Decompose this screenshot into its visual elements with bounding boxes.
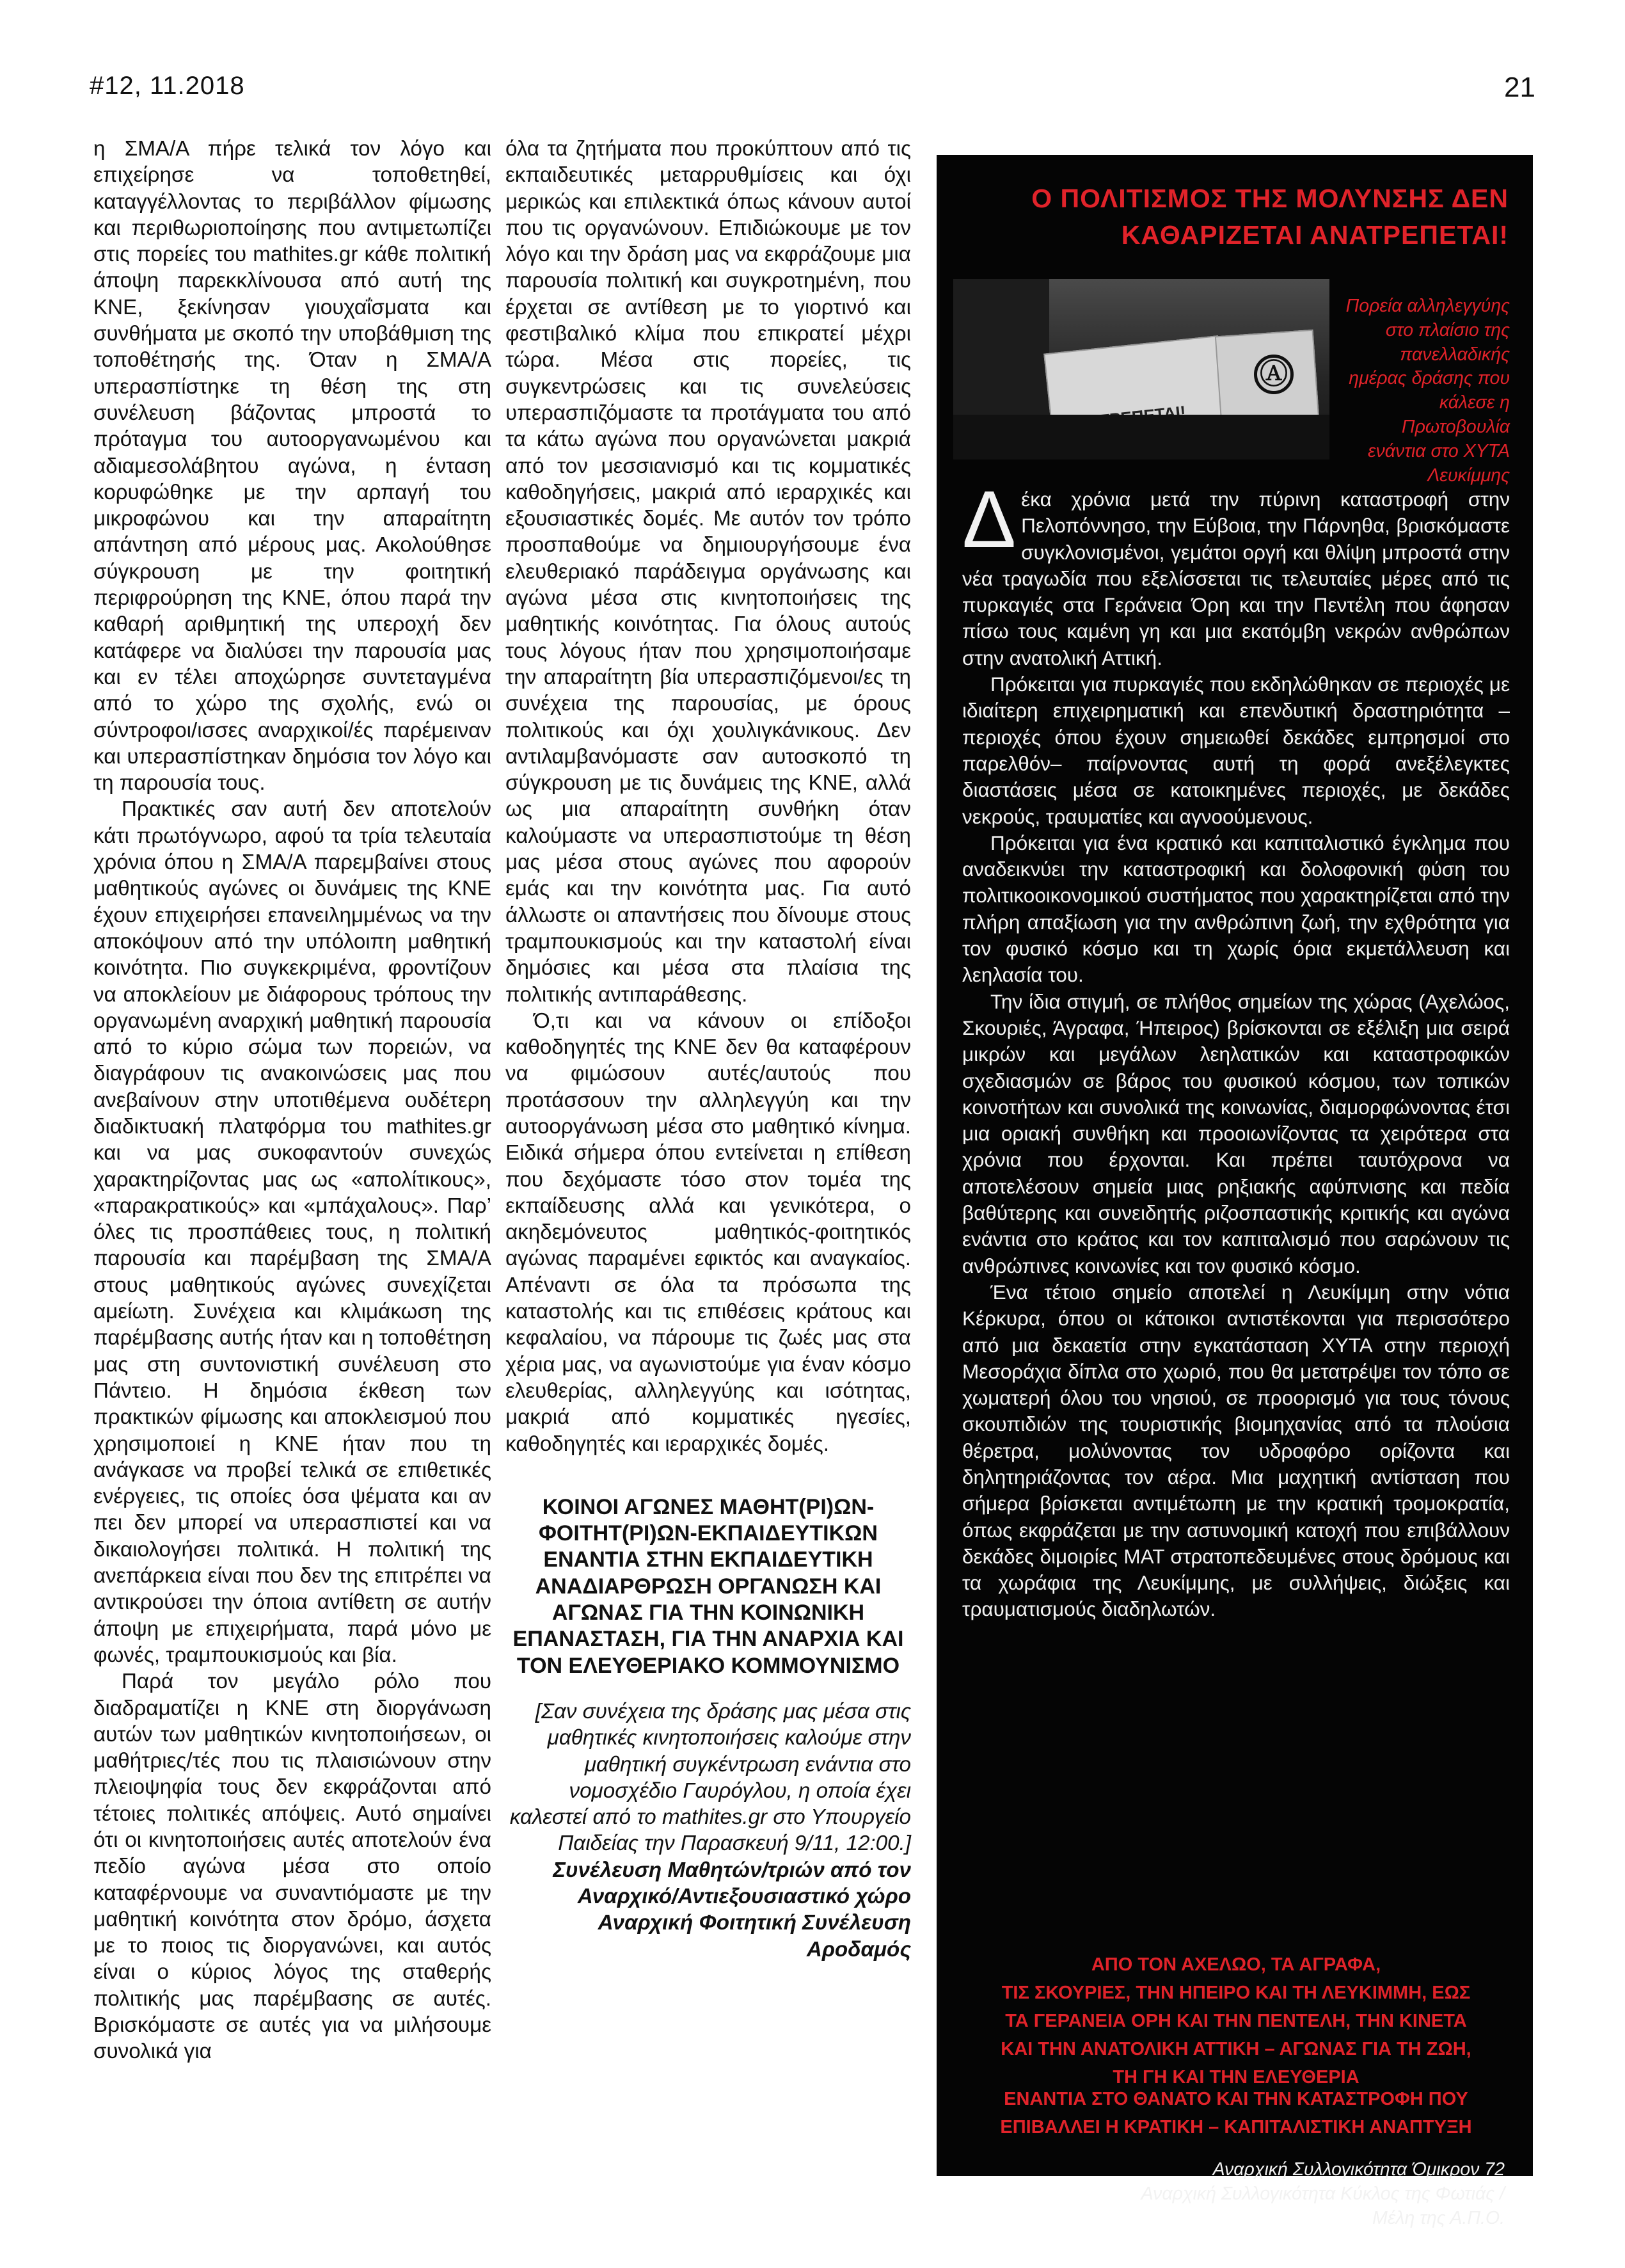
signature-line: Αναρχική Συλλογικότητα Όμικρον 72 <box>1212 2159 1505 2180</box>
article-slogan-headline: ΚΟΙΝΟΙ ΑΓΩΝΕΣ ΜΑΘΗΤ(ΡΙ)ΩΝ-ΦΟΙΤΗΤ(ΡΙ)ΩΝ-ΕΚΠΑΙΔΕΥΤΙΚΩΝ ΕΝΑΝΤΙΑ ΣΤΗΝ ΕΚΠΑΙΔΕΥΤΙΚΗ ΑΝΑΔΙΑΡΘΡΩΣΗ ΟΡΓΑΝΩΣΗ ΚΑΙ ΑΓΩΝΑΣ ΓΙΑ ΤΗΝ ΚΟΙΝΩΝΙΚΗ ΕΠΑΝΑΣΤΑΣΗ, ΓΙΑ ΤΗΝ ΑΝΑΡΧΙΑ ΚΑΙ ΤΟΝ ΕΛΕΥΘΕΡΙΑΚΟ ΚΟΜΜΟΥΝΙΣΜΟ <box>512 1494 904 1678</box>
paragraph: Την ίδια στιγμή, σε πλήθος σημείων της χώρας (Αχελώος, Σκουριές, Άγραφα, Ήπειρος) βρίσκονται σε εξέλιξη μια σειρά μικρών και μεγάλων λεηλατικών και καταστροφικών σχεδιασμών σε βάρος του φυσικού κόσμου, των τοπικών κοινοτήτων και συνολικά της κοινωνίας, διαμορφώνοντας έτσι μια οριακή συνθήκη και προοιωνίζοντας τα χειρότερα στα χρόνια που έρχονται. Και πρέπει ταυτόχρονα να αποτελέσουν σημεία μιας ρηξιακής αφύπνισης και πεδία βαθύτερης και συνειδητής ριζοσπαστικής κριτικής και αγώνα ενάντια στο κράτος και τον καπιταλισμό που σαρώνουν τις ανθρώπινες κοινωνίες και τον φυσικό κόσμο. <box>962 989 1510 1277</box>
sidebar-body <box>962 474 1510 1623</box>
slogan-line: ΤΙΣ ΣΚΟΥΡΙΕΣ, ΤΗΝ ΗΠΕΙΡΟ ΚΑΙ ΤΗ ΛΕΥΚΙΜΜΗ, ΕΩΣ <box>1001 1983 1471 2003</box>
paragraph: Πρόκειται για ένα κρατικό και καπιταλιστικό έγκλημα που αναδεικνύει την καταστροφική και δολοφονική φύση του πολιτικοοικονομικού συστήματος που χαρακτηρίζεται από την πλήρη απαξίωση για την ανθρώπινη ζωή, την εχθρότητα για τον φυσικό κόσμο και τη χωρίς όρια εκμετάλλευση και λεηλασία του. <box>962 831 1510 987</box>
paragraph: όλα τα ζητήματα που προκύπτουν από τις εκπαιδευτικές μεταρρυθμίσεις και όχι μερικώς και επιλεκτικά όπως κάνουν αυτοί που τις οργανώνουν. Επιδιώκουμε με τον λόγο και την δράση μας να εκφράζουμε μια παρουσία πολιτική και συγκροτημένη, που έρχεται σε αντίθεση με το γιορτινό και φεστιβαλικό κλίμα που επικρατεί μέχρι τώρα. Μέσα στις πορείες, τις συγκεντρώσεις και τις συνελεύσεις υπερασπιζόμαστε τα προτάγματα του από τα κάτω αγώνα που οργανώνεται μακριά από τον μεσσιανισμό και τις κομματικές καθοδηγήσεις, μακριά από ιεραρχικές και εξουσιαστικές δομές. Με αυτόν τον τρόπο προσπαθούμε να δημιουργήσουμε ένα ελευθεριακό παράδειγμα οργάνωσης και αγώνα μέσα στις κινητοποιήσεις της μαθητικής κοινότητας. Για όλους αυτούς τους λόγους ήταν που χρησιμοποιήσαμε την απαραίτητη βία υπερασπιζόμενοι/ες τη συνέχεια της παρουσίας, με όρους πολιτικούς και όχι χουλιγκάνικους. Δεν αντιλαμβανόμαστε σαν αυτοσκοπό τη σύγκρουση με τις δυνάμεις της ΚΝΕ, αλλά ως μια απαραίτητη συνθήκη όταν καλούμαστε να υπερασπιστούμε τη θέση μας μέσα στους αγώνες που αφορούν εμάς και την κοινότητα μας. Για αυτό άλλωστε οι απαντήσεις που δίνουμε στους τραμπουκισμούς και την καταστολή είναι δημόσιες και μέσα στα πλαίσια της πολιτικής αντιπαράθεσης. <box>505 137 911 1007</box>
sidebar-box <box>937 155 1533 2228</box>
sidebar-title: Ο ΠΟΛΙΤΙΣΜΟΣ ΤΗΣ ΜΟΛΥΝΣΗΣ ΔΕΝ ΚΑΘΑΡΙΖΕΤΑΙ ΑΝΑΤΡΕΠΕΤΑΙ! <box>1031 184 1509 250</box>
paragraph: Παρά τον μεγάλο ρόλο που διαδραματίζει η ΚΝΕ στη διοργάνωση αυτών των μαθητικών κινητοποιήσεων, οι μαθήτριες/τές που τις πλαισιώνουν στην πλειοψηφία τους δεν εκφράζονται από τέτοιες πολιτικές απόψεις. Αυτό σημαίνει ότι οι κινητοποιήσεις αυτές αποτελούν ένα πεδίο αγώνα μέσα στο οποίο καταφέρνουμε να συναντιόμαστε με την μαθητική κοινότητα στον δρόμο, άσχετα με το ποιος τις διοργανώνει, και αυτός είναι ο κύριος λόγος της σταθερής πολιτικής μας παρέμβασης σε αυτές. Βρισκόμαστε σε αυτές για να μιλήσουμε συνολικά για <box>93 1670 491 2064</box>
paragraph <box>962 474 1510 671</box>
paragraph: Πρακτικές σαν αυτή δεν αποτελούν κάτι πρωτόγνωρο, αφού τα τρία τελευταία χρόνια όπου η ΣΜΑ/Α παρεμβαίνει στους μαθητικούς αγώνες οι δυνάμεις της ΚΝΕ έχουν επιχειρήσει επανειλημμένως να την αποκόψουν από την υπόλοιπη μαθητική κοινότητα. Πιο συγκεκριμένα, φροντίζουν να αποκλείουν με διάφορους τρόπους την οργανωμένη αναρχική μαθητική παρουσία από το κύριο σώμα των πορειών, να διαγράφουν τις ανακοινώσεις μας που ανεβαίνουν στην υποτιθέμενα ουδέτερη διαδικτυακή πλατφόρμα του mathites.gr και να μας συκοφαντούν συνεχώς χαρακτηρίζοντας μας ως «απολίτικους», «παρακρατικούς» και «μπάχαλους». Παρ’ όλες τις προσπάθειες τους, η πολιτική παρουσία και παρέμβαση της ΣΜΑ/Α στους μαθητικούς αγώνες συνεχίζεται αμείωτη. Συνέχεια και κλιμάκωση της παρέμβασης αυτής ήταν και η τοποθέτηση μας στη συντονιστική συνέλευση στο Πάντειο. Η δημόσια έκθεση των πρακτικών φίμωσης και αποκλεισμού που χρησιμοποιεί η ΚΝΕ ήταν που τη ανάγκασε να προβεί τελικά σε επιθετικές ενέργειες, τις οποίες όσα ψέματα και αν πει δεν μπορεί να υπερασπιστεί και να δικαιολογήσει πολιτικά. Η πολιτική της ανεπάρκεια είναι που δεν της επιτρέπει να αντικρούσει την όποια αντίθετη σε αυτήν άποψη με επιχειρήματα, παρά μόνο με φωνές, τραμπουκισμούς και βία. <box>93 797 491 1667</box>
march-photo <box>953 279 1329 459</box>
article-signature: Συνέλευση Μαθητών/τριών από τον Αναρχικό/Αντιεξουσιαστικό χώρο Αναρχική Φοιτητική Συνέλευση Αροδαμός <box>553 1858 911 1961</box>
slogan-line: ΕΝΑΝΤΙΑ ΣΤΟ ΘΑΝΑΤΟ ΚΑΙ ΤΗΝ ΚΑΤΑΣΤΡΟΦΗ ΠΟΥ <box>1004 2089 1468 2109</box>
anarchy-symbol-icon: Ⓐ <box>1254 355 1294 394</box>
paragraph: Ένα τέτοιο σημείο αποτελεί η Λευκίμμη στην νότια Κέρκυρα, όπου οι κάτοικοι αντιστέκονται για περισσότερο από μια δεκαετία στην εγκατάσταση ΧΥΤΑ στην περιοχή Μεσοράχια δίπλα στο χωριό, που θα μετατρέψει τον τόπο σε χωματερή όλου του νησιού, σε προορισμό για τους τόνους σκουπιδιών της τουριστικής βιομηχανίας από τα πλούσια θέρετρα, μολύνοντας τον υδροφόρο ορίζοντα και δηλητηριάζοντας τον αέρα. Μια μαχητική αντίσταση που σήμερα βρίσκεται αντιμέτωπη με την κρατική τρομοκρατία, όπως εκφράζεται με την αστυνομική κατοχή που επιβάλλουν δεκάδες διμοιρίες ΜΑΤ στρατοπεδευμένες στους δρόμους και τα χωράφια της Λευκίμμης, με συλλήψεις, διώξεις και τραυματισμούς διαδηλωτών. <box>962 1280 1510 1621</box>
slogan-line: ΤΑ ΓΕΡΑΝΕΙΑ ΟΡΗ ΚΑΙ ΤΗΝ ΠΕΝΤΕΛΗ, ΤΗΝ ΚΙΝΕΤΑ <box>1005 2011 1467 2031</box>
paragraph-text: έκα χρόνια μετά την πύρινη καταστροφή στην Πελοπόννησο, την Εύβοια, την Πάρνηθα, βρισκόμαστε συγκλονισμένοι, γεμάτοι οργή και θλίψη μπροστά στην νέα τραγωδία που εξελίσσεται τις τελευταίες μέρες από τις πυρκαγιές στα Γεράνεια Όρη και την Πεντέλη που άφησαν πίσω τους καμένη γη και μια εκατόμβη νεκρών ανθρώπων στην ανατολική Αττική. <box>962 488 1510 669</box>
slogan-line: ΚΑΙ ΤΗΝ ΑΝΑΤΟΛΙΚΗ ΑΤΤΙΚΗ – ΑΓΩΝΑΣ ΓΙΑ ΤΗ ΖΩΗ, <box>1001 2039 1471 2059</box>
signature-line: Μέλη της Α.Π.Ο. <box>1372 2207 1505 2228</box>
call-to-action-note: [Σαν συνέχεια της δράσης μας μέσα στις μαθητικές κινητοποιήσεις καλούμε στην μαθητική συγκέντρωση ενάντια στο νομοσχέδιο Γαυρόγλου, η οποία έχει καλεστεί από το mathites.gr στο Υπουργείο Παιδείας την Παρασκευή 9/11, 12:00.] <box>509 1699 911 1856</box>
left-column <box>93 136 491 2065</box>
slogan-block <box>962 1951 1510 2091</box>
slogan-block <box>962 2085 1510 2141</box>
dropcap: Δ <box>962 474 1017 564</box>
issue-label: #12, 11.2018 <box>90 72 245 100</box>
slogan-line: ΑΠΟ ΤΟΝ ΑΧΕΛΩΟ, ΤΑ ΑΓΡΑΦΑ, <box>1091 1954 1381 1975</box>
sidebar-signatures <box>1044 2158 1505 2230</box>
signature-line: Αναρχική Συλλογικότητα Κύκλος της Φωτιάς / <box>1141 2183 1505 2204</box>
paragraph: Ό,τι και να κάνουν οι επίδοξοι καθοδηγητές της ΚΝΕ δεν θα καταφέρουν να φιμώσουν αυτές/αυτούς που προτάσσουν την αλληλεγγύη και την αυτοοργάνωση μέσα στο μαθητικό κίνημα. Ειδικά σήμερα όπου εντείνεται η επίθεση που δεχόμαστε τόσο στον τομέα της εκπαίδευσης αλλά και γενικότερα, ο ακηδεμόνευτος μαθητικός-φοιτητικός αγώνας παραμένει εφικτός και αναγκαίος. Απέναντι σε όλα τα πρόσωπα της καταστολής και τις επιθέσεις κράτους και κεφαλαίου, να πάρουμε τις ζωές μας στα χέρια μας, να αγωνιστούμε για έναν κόσμο ελευθερίας, αλληλεγγύης και ισότητας, μακριά από κομματικές ηγεσίες, καθοδηγητές και ιεραρχικές δομές. <box>505 1009 911 1456</box>
slogan-line: ΕΠΙΒΑΛΛΕΙ Η ΚΡΑΤΙΚΗ – ΚΑΠΙΤΑΛΙΣΤΙΚΗ ΑΝΑΠΤΥΞΗ <box>1000 2117 1472 2137</box>
page-number: 21 <box>1504 72 1535 103</box>
slogan-line: ΤΗ ΓΗ ΚΑΙ ΤΗΝ ΕΛΕΥΘΕΡΙΑ <box>1113 2067 1359 2088</box>
paragraph: Πρόκειται για πυρκαγιές που εκδηλώθηκαν σε περιοχές με ιδιαίτερη επιχειρηματική και επενδυτική δραστηριότητα –περιοχές όπου έχουν σημειωθεί δεκάδες εμπρησμοί στο παρελθόν– παίρνοντας αυτή τη φορά ανεξέλεγκτες διαστάσεις μέσα σε κατοικημένες περιοχές, με δεκάδες νεκρούς, τραυματίες και αγνοούμενους. <box>962 673 1510 828</box>
middle-column <box>505 136 911 1963</box>
photo-crowd <box>953 415 1329 459</box>
photo-caption: Πορεία αλληλεγγύης στο πλαίσιο της πανελλαδικής ημέρας δράσης που κάλεσε η Πρωτοβουλία ενάντια στο ΧΥΤΑ Λευκίμμης <box>1345 296 1510 486</box>
paragraph: η ΣΜΑ/Α πήρε τελικά τον λόγο και επιχείρησε να τοποθετηθεί, καταγγέλλοντας το περιβάλλον φίμωσης και περιθωριοποίησης που αντιμετωπίζει στις πορείες του mathites.gr κάθε πολιτική άποψη παρεκκλίνουσα από αυτή της ΚΝΕ, ξεκίνησαν γιουχαΐσματα και συνθήματα με σκοπό την υποβάθμιση της τοποθέτησής της. Όταν η ΣΜΑ/Α υπερασπίστηκε τη θέση της στη συνέλευση βάζοντας μπροστά το πρόταγμα του αυτοοργανωμένου και αδιαμεσολάβητου αγώνα, η ένταση κορυφώθηκε με την αρπαγή του μικροφώνου και την απαραίτητη απάντηση από μέρους μας. Ακολούθησε σύγκρουση με την φοιτητική περιφρούρηση της ΚΝΕ, όπου παρά την καθαρή αριθμητική της υπεροχή δεν κατάφερε να διαλύσει την παρουσία μας και εν τέλει αποχώρησε συντεταγμένα από το χώρο της σχολής, ενώ οι σύντροφοι/ισσες αναρχικοί/ές παρέμειναν και υπερασπίστηκαν δημόσια τον λόγο και τη παρουσία τους. <box>93 137 491 795</box>
